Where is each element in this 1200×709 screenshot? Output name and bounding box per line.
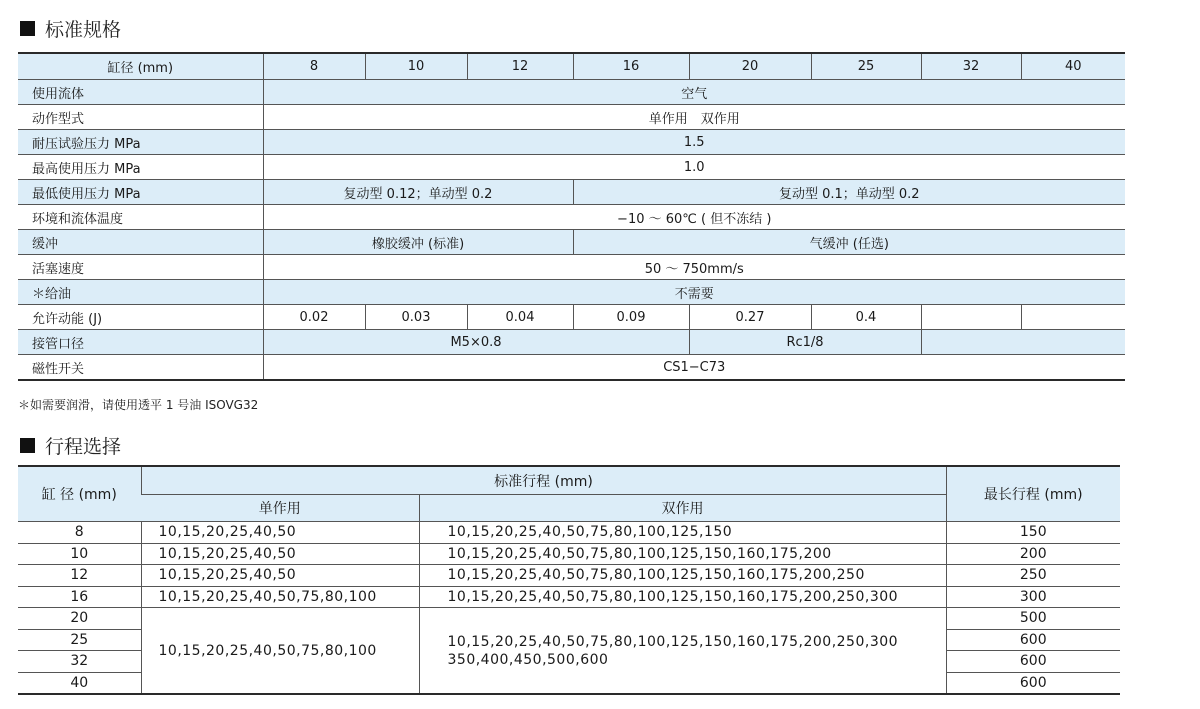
single-action-header: 单作用 xyxy=(141,495,419,522)
speed-row xyxy=(18,255,1125,280)
port-large: Rc1/8 xyxy=(689,330,921,355)
port-row xyxy=(18,330,1125,355)
proof-pressure-row xyxy=(18,130,1125,155)
proof-pressure-label: 耐压试验压力 MPa xyxy=(18,130,263,155)
double-action-header: 双作用 xyxy=(419,495,946,522)
energy-20: 0.27 xyxy=(689,305,811,330)
spec-header-row xyxy=(18,53,1125,80)
min-pressure-small: 复动型 0.12；单动型 0.2 xyxy=(263,180,573,205)
stroke-table xyxy=(18,465,1120,695)
energy-12: 0.04 xyxy=(467,305,573,330)
energy-row xyxy=(18,305,1125,330)
lubrication-label: ＊给油 xyxy=(18,280,263,305)
stroke-bore: 8 xyxy=(18,522,141,544)
max-stroke: 200 xyxy=(946,543,1120,565)
stroke-row-10 xyxy=(18,543,1120,565)
stroke-bore: 40 xyxy=(18,672,141,694)
group-double-strokes xyxy=(419,608,946,695)
energy-16: 0.09 xyxy=(573,305,689,330)
single-strokes: 10,15,20,25,40,50 xyxy=(141,522,419,544)
max-stroke: 600 xyxy=(946,629,1120,651)
double-strokes: 10,15,20,25,40,50,75,80,100,125,150 xyxy=(419,522,946,544)
proof-pressure-value: 1.5 xyxy=(263,130,1125,155)
lubrication-footnote: ＊如需要润滑，请使用透平 1 号油 ISOVG32 xyxy=(18,398,259,412)
standard-stroke-header: 标准行程 (mm) xyxy=(141,466,946,495)
cushion-large: 气缓冲 (任选) xyxy=(573,230,1125,255)
temperature-label: 环境和流体温度 xyxy=(18,205,263,230)
double-strokes: 10,15,20,25,40,50,75,80,100,125,150,160,175,200 xyxy=(419,543,946,565)
max-pressure-row xyxy=(18,155,1125,180)
min-pressure-row xyxy=(18,180,1125,205)
stroke-bore: 12 xyxy=(18,565,141,587)
spec-section-title xyxy=(20,15,121,41)
max-stroke-header: 最长行程 (mm) xyxy=(946,466,1120,522)
stroke-row-12 xyxy=(18,565,1120,587)
spec-table xyxy=(18,52,1125,381)
bore-header: 缸径 (mm) xyxy=(18,53,263,80)
stroke-bore: 25 xyxy=(18,629,141,651)
single-strokes: 10,15,20,25,40,50 xyxy=(141,543,419,565)
energy-32 xyxy=(921,305,1021,330)
bore-8: 8 xyxy=(263,53,365,80)
max-pressure-value: 1.0 xyxy=(263,155,1125,180)
stroke-bore: 16 xyxy=(18,586,141,608)
stroke-bore-header: 缸 径 (mm) xyxy=(18,466,141,522)
energy-40 xyxy=(1021,305,1125,330)
bore-10: 10 xyxy=(365,53,467,80)
temperature-value: −10 ～ 60℃ ( 但不冻结 ) xyxy=(263,205,1125,230)
fluid-row xyxy=(18,80,1125,105)
max-stroke: 500 xyxy=(946,608,1120,630)
cushion-small: 橡胶缓冲 (标准) xyxy=(263,230,573,255)
bore-32: 32 xyxy=(921,53,1021,80)
stroke-row-20 xyxy=(18,608,1120,630)
energy-8: 0.02 xyxy=(263,305,365,330)
bore-25: 25 xyxy=(811,53,921,80)
single-strokes: 10,15,20,25,40,50 xyxy=(141,565,419,587)
min-pressure-large: 复动型 0.1；单动型 0.2 xyxy=(573,180,1125,205)
action-value: 单作用 双作用 xyxy=(263,105,1125,130)
fluid-label: 使用流体 xyxy=(18,80,263,105)
max-stroke: 600 xyxy=(946,651,1120,673)
action-row xyxy=(18,105,1125,130)
single-strokes: 10,15,20,25,40,50,75,80,100 xyxy=(141,586,419,608)
group-single-strokes: 10,15,20,25,40,50,75,80,100 xyxy=(141,608,419,695)
bore-20: 20 xyxy=(689,53,811,80)
cushion-row xyxy=(18,230,1125,255)
switch-value: CS1−C73 xyxy=(263,355,1125,381)
speed-value: 50 ～ 750mm/s xyxy=(263,255,1125,280)
max-pressure-label: 最高使用压力 MPa xyxy=(18,155,263,180)
lubrication-row xyxy=(18,280,1125,305)
lubrication-value: 不需要 xyxy=(263,280,1125,305)
group-double-line-2: 350,400,450,500,600 xyxy=(447,651,609,668)
port-label: 接管口径 xyxy=(18,330,263,355)
stroke-row-8 xyxy=(18,522,1120,544)
switch-row xyxy=(18,355,1125,381)
square-bullet-icon xyxy=(20,21,35,36)
stroke-bore: 10 xyxy=(18,543,141,565)
stroke-section-title xyxy=(20,432,121,458)
port-small: M5×0.8 xyxy=(263,330,689,355)
stroke-bore: 32 xyxy=(18,651,141,673)
bore-40: 40 xyxy=(1021,53,1125,80)
max-stroke: 300 xyxy=(946,586,1120,608)
temperature-row xyxy=(18,205,1125,230)
stroke-row-16 xyxy=(18,586,1120,608)
spec-title-text: 标准规格 xyxy=(45,18,122,41)
square-bullet-icon xyxy=(20,438,35,453)
fluid-value: 空气 xyxy=(263,80,1125,105)
bore-16: 16 xyxy=(573,53,689,80)
energy-10: 0.03 xyxy=(365,305,467,330)
double-strokes: 10,15,20,25,40,50,75,80,100,125,150,160,175,200,250 xyxy=(419,565,946,587)
switch-label: 磁性开关 xyxy=(18,355,263,381)
bore-12: 12 xyxy=(467,53,573,80)
min-pressure-label: 最低使用压力 MPa xyxy=(18,180,263,205)
max-stroke: 250 xyxy=(946,565,1120,587)
max-stroke: 150 xyxy=(946,522,1120,544)
max-stroke: 600 xyxy=(946,672,1120,694)
action-label: 动作型式 xyxy=(18,105,263,130)
port-empty xyxy=(921,330,1125,355)
stroke-title-text: 行程选择 xyxy=(45,435,122,458)
cushion-label: 缓冲 xyxy=(18,230,263,255)
stroke-header-row-1 xyxy=(18,466,1120,495)
energy-label: 允许动能 (J) xyxy=(18,305,263,330)
energy-25: 0.4 xyxy=(811,305,921,330)
speed-label: 活塞速度 xyxy=(18,255,263,280)
double-strokes: 10,15,20,25,40,50,75,80,100,125,150,160,175,200,250,300 xyxy=(419,586,946,608)
stroke-bore: 20 xyxy=(18,608,141,630)
group-double-line-1: 10,15,20,25,40,50,75,80,100,125,150,160,175,200,250,300 xyxy=(447,633,899,650)
